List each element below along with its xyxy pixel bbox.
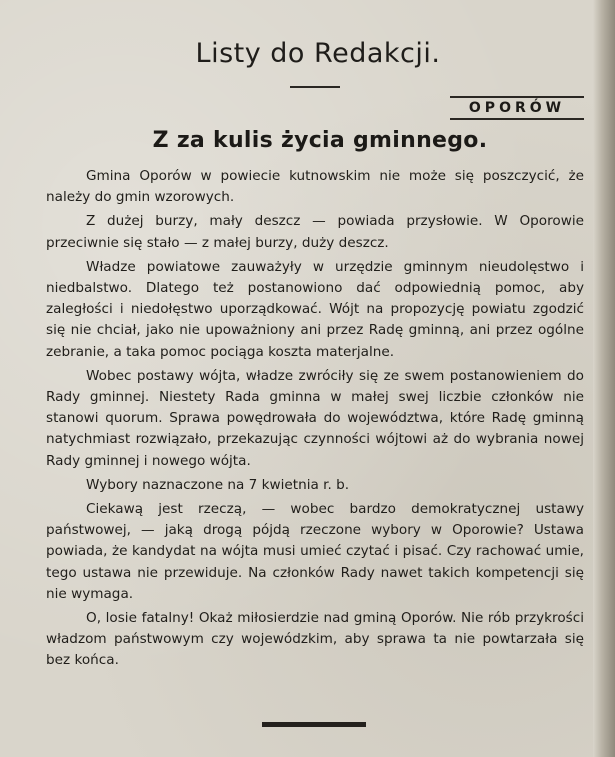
paragraph-2: Z dużej burzy, mały deszcz — powiada przysłowie. W Oporowie przeciwnie się stało — z małej burzy, duży deszcz. <box>46 213 584 251</box>
paragraph-3: Władze powiatowe zauważyły w urzędzie gminnym nieudolęstwo i niedbalstwo. Dlatego też postanowiono dać odpowiednią pomoc, aby zaległości i niedołęstwo uporządkować. Wójt na propozycję powiatu zgodzić się nie chciał, jako nie upoważniony ani przez Radę gminną, ani przez ogólne zebranie, a taka pomoc pociąga koszta materjalne. <box>46 258 584 360</box>
locality-label: OPORÓW <box>450 96 584 120</box>
paragraph-6: Ciekawą jest rzeczą, — wobec bardzo demokratycznej ustawy państwowej, — jaką drogą pójdą rzeczone wybory w Oporowie? Ustawa powiada, że kandydat na wójta musi umieć czytać i pisać. Czy rachować umie, tego ustawa nie przewiduje. Na członków Rady nawet takich kompetencji się nie wymaga. <box>46 501 584 602</box>
article-headline: Z za kulis życia gminnego. <box>152 128 488 153</box>
page-edge-shadow <box>593 0 615 757</box>
paragraph-5: Wybory naznaczone na 7 kwietnia r. b. <box>86 476 350 493</box>
paragraph-4: Wobec postawy wójta, władze zwróciły się ze swem postanowieniem do Rady gminnej. Niestety Rada gminna w małej swej liczbie członków nie stanowi quorum. Sprawa powędrowała do województwa, które Radę gminną natychmiast rozwiązało, przekazując czynności wójtowi aż do wybrania nowej Rady gminnej i nowego wójta. <box>46 367 584 469</box>
section-title: Listy do Redakcji. <box>195 38 441 69</box>
article-body <box>46 166 584 672</box>
title-divider <box>290 86 340 88</box>
paragraph-7: O, losie fatalny! Okaż miłosierdzie nad gminą Oporów. Nie rób przykrości władzom państwowym czy wojewódzkim, aby sprawa ta nie powtarzała się bez końca. <box>46 610 584 669</box>
end-divider <box>262 722 366 727</box>
paragraph-1: Gmina Oporów w powiecie kutnowskim nie może się poszczycić, że należy do gmin wzorowych. <box>46 168 584 206</box>
